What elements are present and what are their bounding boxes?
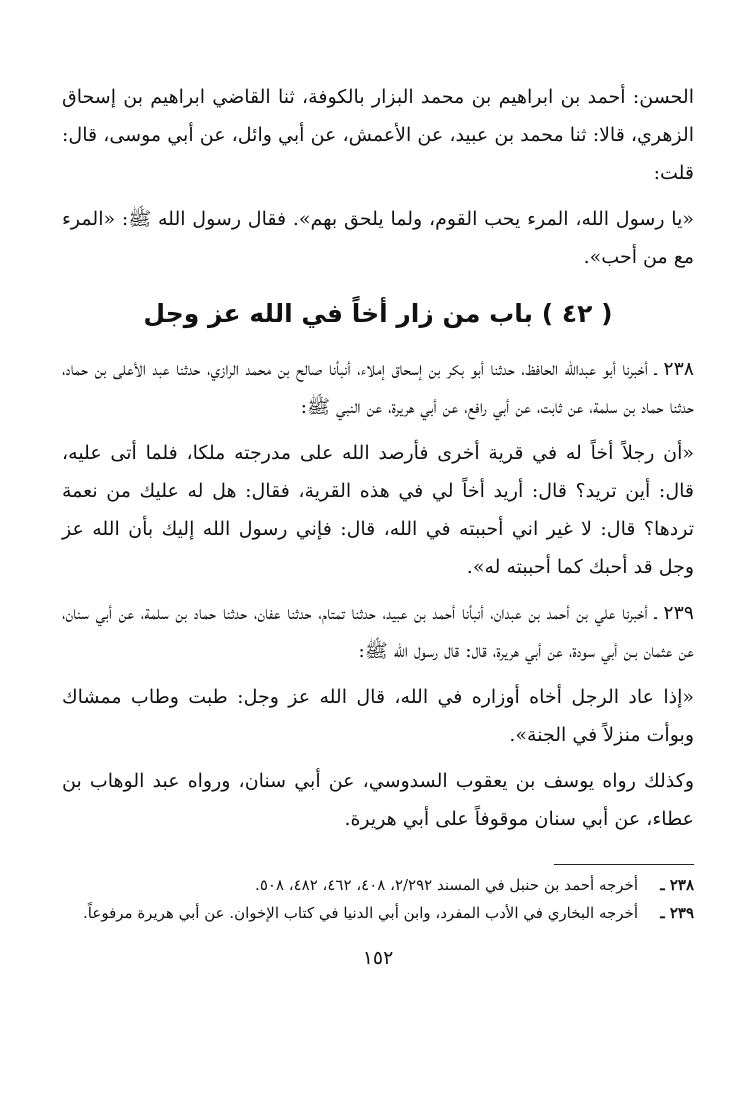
paragraph-hadith-239-isnad: ٢٣٩ ـ أخبرنا علي بن أحمد بن عبدان، أنبأنا أحمد بن عبيد، حدثنا تمتام، حدثنا عفان، حدثنا حماد بن سلمة، عن أبي سنان، عن عثمان بـن أبي سودة، عن أبي هريرة، قال: قال رسول الله ﷺ: bbox=[62, 602, 694, 662]
paragraph-narration-note: وكذلك رواه يوسف بن يعقوب السدوسي، عن أبي سنان، ورواه عبد الوهاب بن عطاء، عن أبي سنان موقوفاً على أبي هريرة. bbox=[62, 770, 694, 830]
footnote-item bbox=[62, 899, 694, 927]
page-number: ١٥٢ bbox=[362, 947, 394, 969]
footnote-item bbox=[62, 871, 694, 899]
paragraph-hadith-quote: «يا رسول الله، المرء يحب القوم، ولما يلحق بهم». فقال رسول الله ﷺ: «المرء مع من أحب». bbox=[62, 208, 694, 268]
footnote-text: أخرجه أحمد بن حنبل في المسند ٢/٢٩٢، ٤٠٨، ٤٦٢، ٤٨٢، ٥٠٨. bbox=[255, 876, 638, 894]
chapter-title: باب من زار أخاً في الله عز وجل bbox=[143, 299, 534, 328]
paragraph-hadith-239-text: «إذا عاد الرجل أخاه أوزاره في الله، قال الله عز وجل: طبت وطاب ممشاك وبوأت منزلاً في الجنة». bbox=[62, 686, 694, 746]
paragraph-isnad-continued: الحسن: أحمد بن ابراهيم بن محمد البزار بالكوفة، ثنا القاضي ابراهيم بن إسحاق الزهري، قالا: ثنا محمد بن عبيد، عن الأعمش، عن أبي وائل، عن أبي موسى، قال: قلت: bbox=[62, 86, 694, 184]
paragraph-hadith-238-isnad: ٢٣٨ ـ أخبرنا أبو عبدالله الحافظ، حدثنا أبو بكر بن إسحاق إملاء، أنبأنا صالح بن محمد الرازي، حدثنا عبد الأعلى بن حماد، حدثنا حماد بن سلمة، عن ثابت، عن أبي رافع، عن أبي هريرة، عن النبي ﷺ: bbox=[62, 358, 694, 418]
footnotes bbox=[62, 871, 694, 927]
footnote-divider bbox=[554, 864, 694, 865]
footnote-number: ٢٣٨ ـ bbox=[660, 876, 694, 894]
chapter-number: ( ٤٢ ) bbox=[541, 299, 613, 328]
book-page bbox=[62, 78, 694, 1078]
footnote-text: أخرجه البخاري في الأدب المفرد، وابن أبي الدنيا في كتاب الإخوان. عن أبي هريرة مرفوعاً. bbox=[83, 904, 638, 922]
paragraph-hadith-238-text: «أن رجلاً أخاً له في قرية أخرى فأرصد الله على مدرجته ملكا، فلما أتى عليه، قال: أين تريد؟ قال: أريد أخاً لي في هذه القرية، فقال: هل له عليك من نعمة تردها؟ قال: لا غير اني أحببته في الله، قال: فإني رسول الله إليك بأن الله عز وجل قد أحبك كما أحببته له». bbox=[62, 442, 694, 578]
chapter-heading bbox=[62, 294, 694, 334]
footnote-number: ٢٣٩ ـ bbox=[660, 904, 694, 922]
